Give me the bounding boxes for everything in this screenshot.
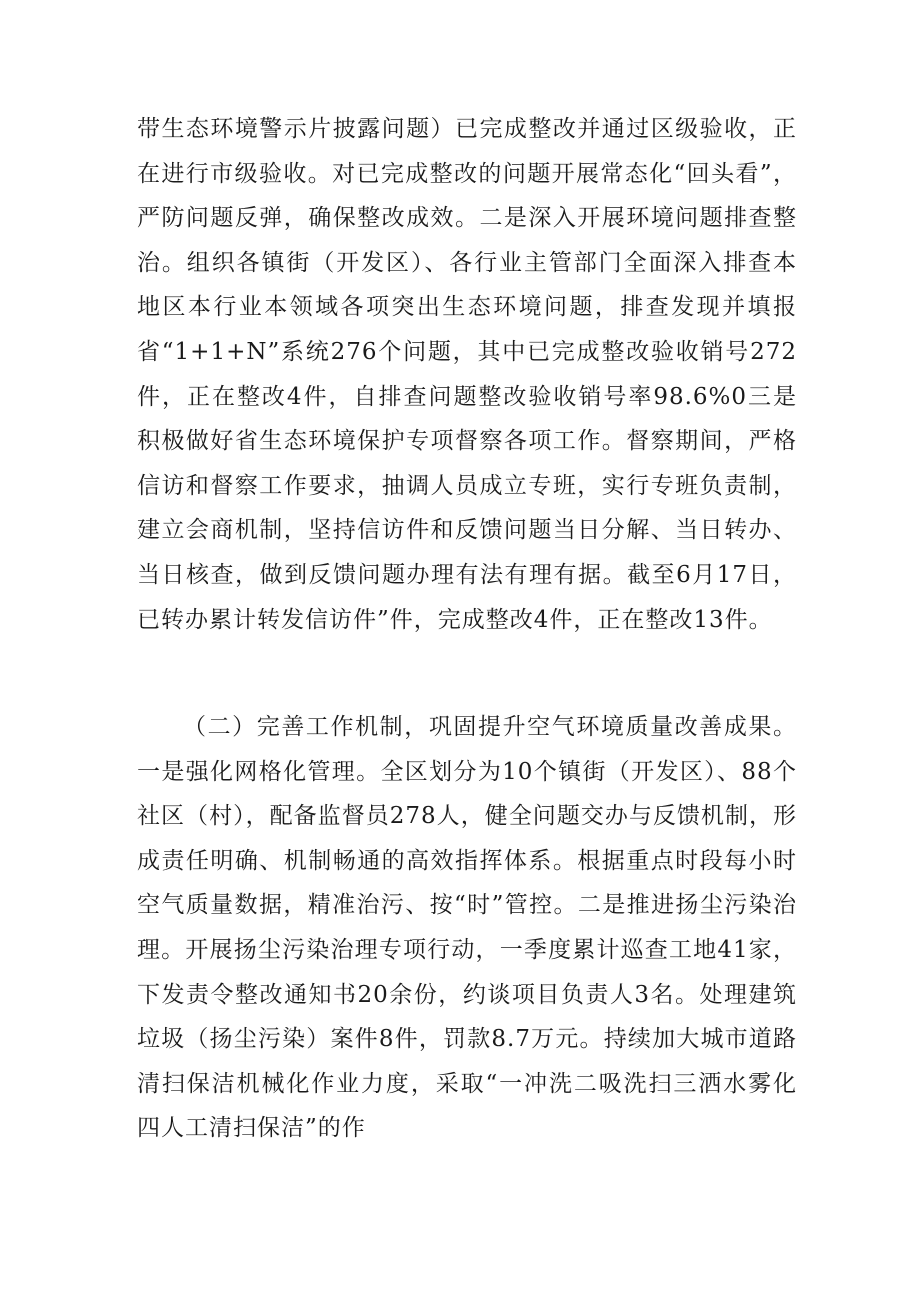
body-paragraph-section-2: （二）完善工作机制，巩固提升空气环境质量改善成果。一是强化网格化管理。全区划分为10个镇街（开发区）、88个社区（村），配备监督员278人，健全问题交办与反馈机制，形成责任明确、机制畅通的高效指挥体系。根据重点时段每小时空气质量数据，精准治污、按“时”管控。二是推进扬尘污染治理。开展扬尘污染治理专项行动，一季度累计巡查工地41家，下发责令整改通知书20余份，约谈项目负责人3名。处理建筑垃圾（扬尘污染）案件8件，罚款8.7万元。持续加大城市道路清扫保洁机械化作业力度，采取“一冲洗二吸洗扫三洒水雾化四人工清扫保洁”的作 [137, 714, 797, 1142]
body-paragraph-continued: 带生态环境警示片披露问题）已完成整改并通过区级验收，正在进行市级验收。对已完成整改的问题开展常态化“回头看”，严防问题反弹，确保整改成效。二是深入开展环境问题排查整治。组织各镇街（开发区）、各行业主管部门全面深入排查本地区本行业本领域各项突出生态环境问题，排查发现并填报省“1+1+N”系统276个问题，其中已完成整改验收销号272件，正在整改4件，自排查问题整改验收销号率98.6%0三是积极做好省生态环境保护专项督察各项工作。督察期间，严格信访和督察工作要求，抽调人员成立专班，实行专班负责制，建立会商机制，坚持信访件和反馈问题当日分解、当日转办、当日核查，做到反馈问题办理有法有理有据。截至6月17日，已转办累计转发信访件”件，完成整改4件，正在整改13件。 [137, 116, 797, 633]
